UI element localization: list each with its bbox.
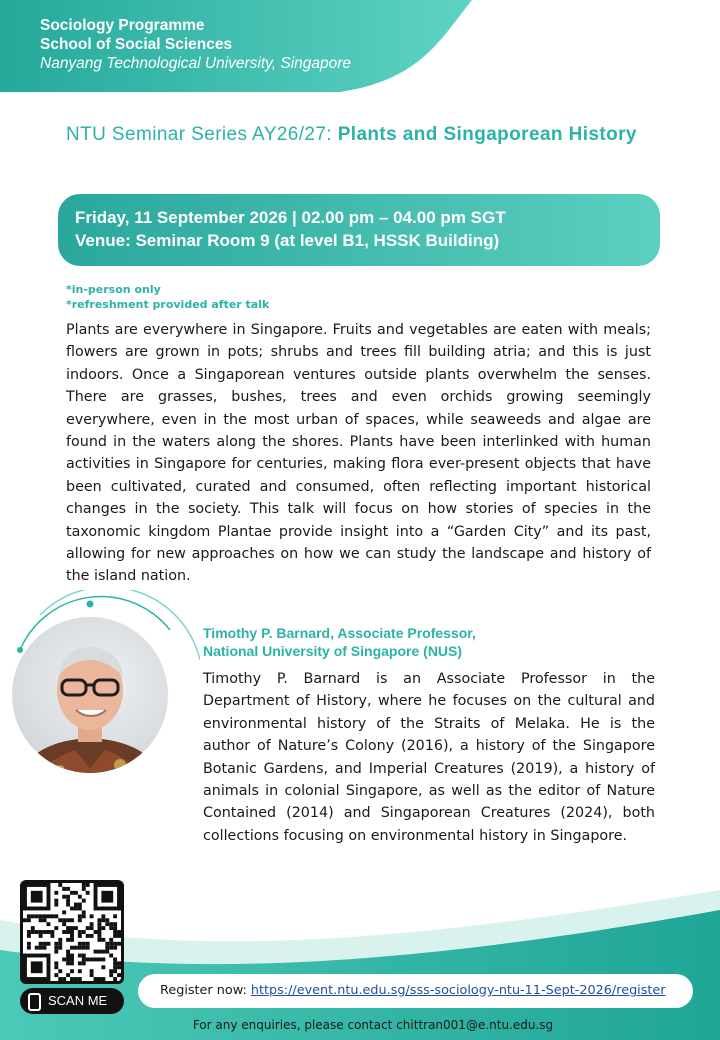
university-name: Nanyang Technological University, Singapore — [40, 55, 352, 72]
speaker-affiliation: National University of Singapore (NUS) — [203, 643, 463, 659]
note-refreshment: *refreshment provided after talk — [66, 298, 270, 311]
event-details-box — [58, 194, 660, 266]
speaker-name: Timothy P. Barnard, Associate Professor, — [203, 625, 476, 641]
seminar-series: NTU Seminar Series AY26/27: — [66, 124, 338, 145]
seminar-topic: Plants and Singaporean History — [337, 124, 637, 145]
phone-icon — [28, 993, 41, 1011]
speaker-photo — [0, 590, 200, 790]
school-name: School of Social Sciences — [40, 36, 233, 53]
register-link[interactable]: https://event.ntu.edu.sg/sss-sociology-ntu-11-Sept-2026/register — [250, 983, 666, 998]
speaker-heading — [203, 624, 476, 660]
header-block — [40, 16, 351, 73]
scan-me-badge — [20, 988, 124, 1014]
programme-name: Sociology Programme — [40, 17, 205, 34]
qr-code[interactable] — [20, 880, 124, 984]
register-bar — [138, 974, 693, 1008]
scan-me-label: SCAN ME — [48, 993, 108, 1008]
talk-abstract: Plants are everywhere in Singapore. Fruits and vegetables are eaten with meals; flowers are grown in pots; shrubs and trees fill building atria; and this is just indoors. Once a Singaporean ventures outside plants overwhelm the senses. There are grasses, bushes, trees and even orchids growing seemingly everywhere, even in the most urban of spaces, while seaweeds and algae are found in the waters along the shores. Plants have been interlinked with human activities in Singapore for centuries, making flora ever-present objects that have been cultivated, curated and consumed, often reflecting important historical changes in the society. This talk will focus on how stories of species in the taxonomic kingdom Plantae provide insight into a “Garden City” and its past, allowing for new approaches on how we can study the landscape and history of the island nation. — [66, 322, 651, 585]
seminar-title — [66, 122, 666, 147]
qr-code-pattern — [23, 883, 121, 981]
event-notes — [66, 282, 269, 312]
speaker-bio: Timothy P. Barnard is an Associate Professor in the Department of History, where he focuses on the cultural and environmental history of the Straits of Melaka. He is the author of Nature’s Colony (2016), a history of the Singapore Botanic Gardens, and Imperial Creatures (2019), a history of animals in colonial Singapore, as well as the editor of Nature Contained (2014) and Singaporean Creatures (2024), both collections focusing on environmental history in Singapore. — [203, 671, 655, 844]
register-label: Register now: — [160, 983, 251, 998]
note-in-person: *in-person only — [66, 283, 161, 296]
enquiry-contact: For any enquiries, please contact chittran001@e.ntu.edu.sg — [192, 1018, 554, 1032]
event-venue: Venue: Seminar Room 9 (at level B1, HSSK Building) — [75, 231, 500, 250]
event-datetime: Friday, 11 September 2026 | 02.00 pm – 04.00 pm SGT — [75, 208, 506, 227]
